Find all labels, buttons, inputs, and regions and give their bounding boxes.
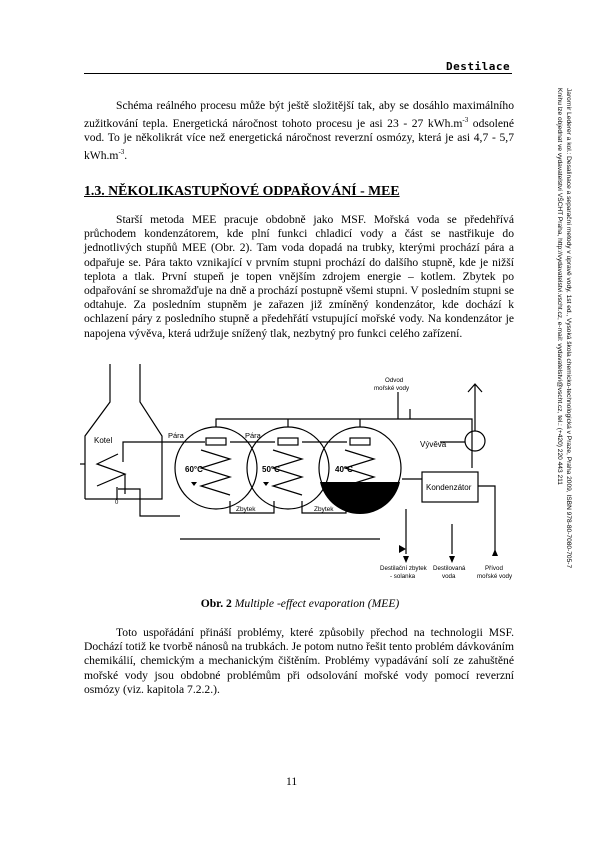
- label-temp-1: 60°C: [185, 465, 203, 474]
- label-kotel: Kotel: [94, 436, 113, 445]
- paragraph-2: Starší metoda MEE pracuje obdobně jako MSF. Mořská voda se předehřívá průchodem kondenzátorem, kde plní funkci chladicí vody a část se nastřikuje do jednotlivých stupňů MEE (Obr. 2). Tam voda dopadá na trubky, kterými prochází pára a odpařuje se. Pára takto vznikající v prvním stupni prochází do dalšího stupně, kde je nižší teplota a tlak. První stupeň je topen vnějším zdrojem energie – kotlem. Zbytek po odpařování se shromažďuje na dně a prochází postupně všemi stupni. V posledním stupni se odtahuje. Za posledním stupněm je zařazen již zmíněný kondenzátor, kde dochází k ochlazení páry z posledního stupně a předehřátí vstupující mořské vody. Na kondenzátor je napojena vývěva, která udržuje snížený tlak, nezbytný pro funkci celého zařízení.: [84, 213, 514, 340]
- label-odvod-2: mořské vody: [374, 385, 410, 392]
- page-number: 11: [286, 775, 298, 788]
- section-title: NĚKOLIKASTUPŇOVÉ ODPAŘOVÁNÍ - MEE: [108, 183, 400, 198]
- side-note: [555, 88, 573, 668]
- coil-1: [201, 450, 230, 495]
- side-note-line-2: Knihu lze objednat ve vydavatelství VŠCHT Praha, http://vydavatelstvi.vscht.cz, e-mail: vydavatelstvi@vscht.cz, tel.: (+420) 220 443 211: [556, 88, 563, 485]
- paragraph-1-text2: odsolené vod. To je několikrát více než energetická náročnost reverzní osmózy, která je asi 4,7 - 5,7 kWh.m: [84, 117, 514, 163]
- paragraph-1-text3: .: [124, 149, 128, 163]
- label-privod-2: mořské vody: [477, 573, 513, 580]
- label-destilacni-1: Destilační zbytek: [380, 565, 427, 572]
- label-para-1: Pára: [168, 431, 184, 440]
- label-zero: 0: [115, 500, 119, 506]
- label-para-2: Pára: [245, 431, 261, 440]
- section-heading: [84, 183, 400, 199]
- pump-icon: [465, 431, 485, 451]
- side-note-line-1: Jaromír Lederer a kol.: Desalinace a separační metody v úpravě vody, 1st ed., Vysoká škola chemicko-technologická v Praze, Praha 2009, ISBN 978-80-7080-705-7: [565, 88, 572, 569]
- caption-text: Multiple -effect evaporation (MEE): [234, 597, 400, 610]
- mee-diagram: [80, 364, 520, 589]
- section-number: 1.3.: [84, 183, 105, 198]
- label-temp-2: 50°C: [262, 465, 280, 474]
- figure-caption: [0, 597, 600, 610]
- label-destilacni-2: - solanka: [390, 573, 416, 580]
- superscript: -3: [118, 148, 125, 157]
- boiler-coil: [97, 454, 125, 486]
- label-privod-1: Přívod: [485, 565, 503, 572]
- header-rule: [84, 73, 512, 74]
- paragraph-1: [84, 99, 514, 164]
- page-header-title: Destilace: [446, 60, 511, 73]
- label-odvod-1: Odvod: [385, 377, 404, 384]
- label-temp-3: 40°C: [335, 465, 353, 474]
- label-destilovana-1: Destilovaná: [433, 565, 466, 572]
- label-kondenzator: Kondenzátor: [426, 483, 472, 492]
- paragraph-1-text: Schéma reálného procesu může být ještě složitější tak, aby se dosáhlo maximálního zužitkování tepla. Energetická náročnost tohoto procesu je asi 23 - 27 kWh.m: [84, 99, 514, 131]
- caption-label: Obr. 2: [200, 597, 232, 610]
- boiler-outline: [85, 364, 162, 499]
- label-destilovana-2: voda: [442, 573, 456, 580]
- label-zbytek-2: Zbytek: [314, 506, 334, 513]
- label-zbytek-1: Zbytek: [236, 506, 256, 513]
- paragraph-3: Toto uspořádání přináší problémy, které způsobily přechod na technologii MSF. Dochází totiž ke tvorbě nánosů na trubkách. Je potom nutno řešit tento problém dávkováním chemikálií, chemickým a mechanickým čištěním. Problémy vypadávání solí ze zahuštěné mořské vody jsou obdobné problémům při odsolování mořské vody pomocí reverzní osmózy (viz. kapitola 7.2.2.).: [84, 626, 514, 696]
- label-vyveva: Vývěva: [420, 440, 447, 449]
- superscript: -3: [462, 116, 469, 125]
